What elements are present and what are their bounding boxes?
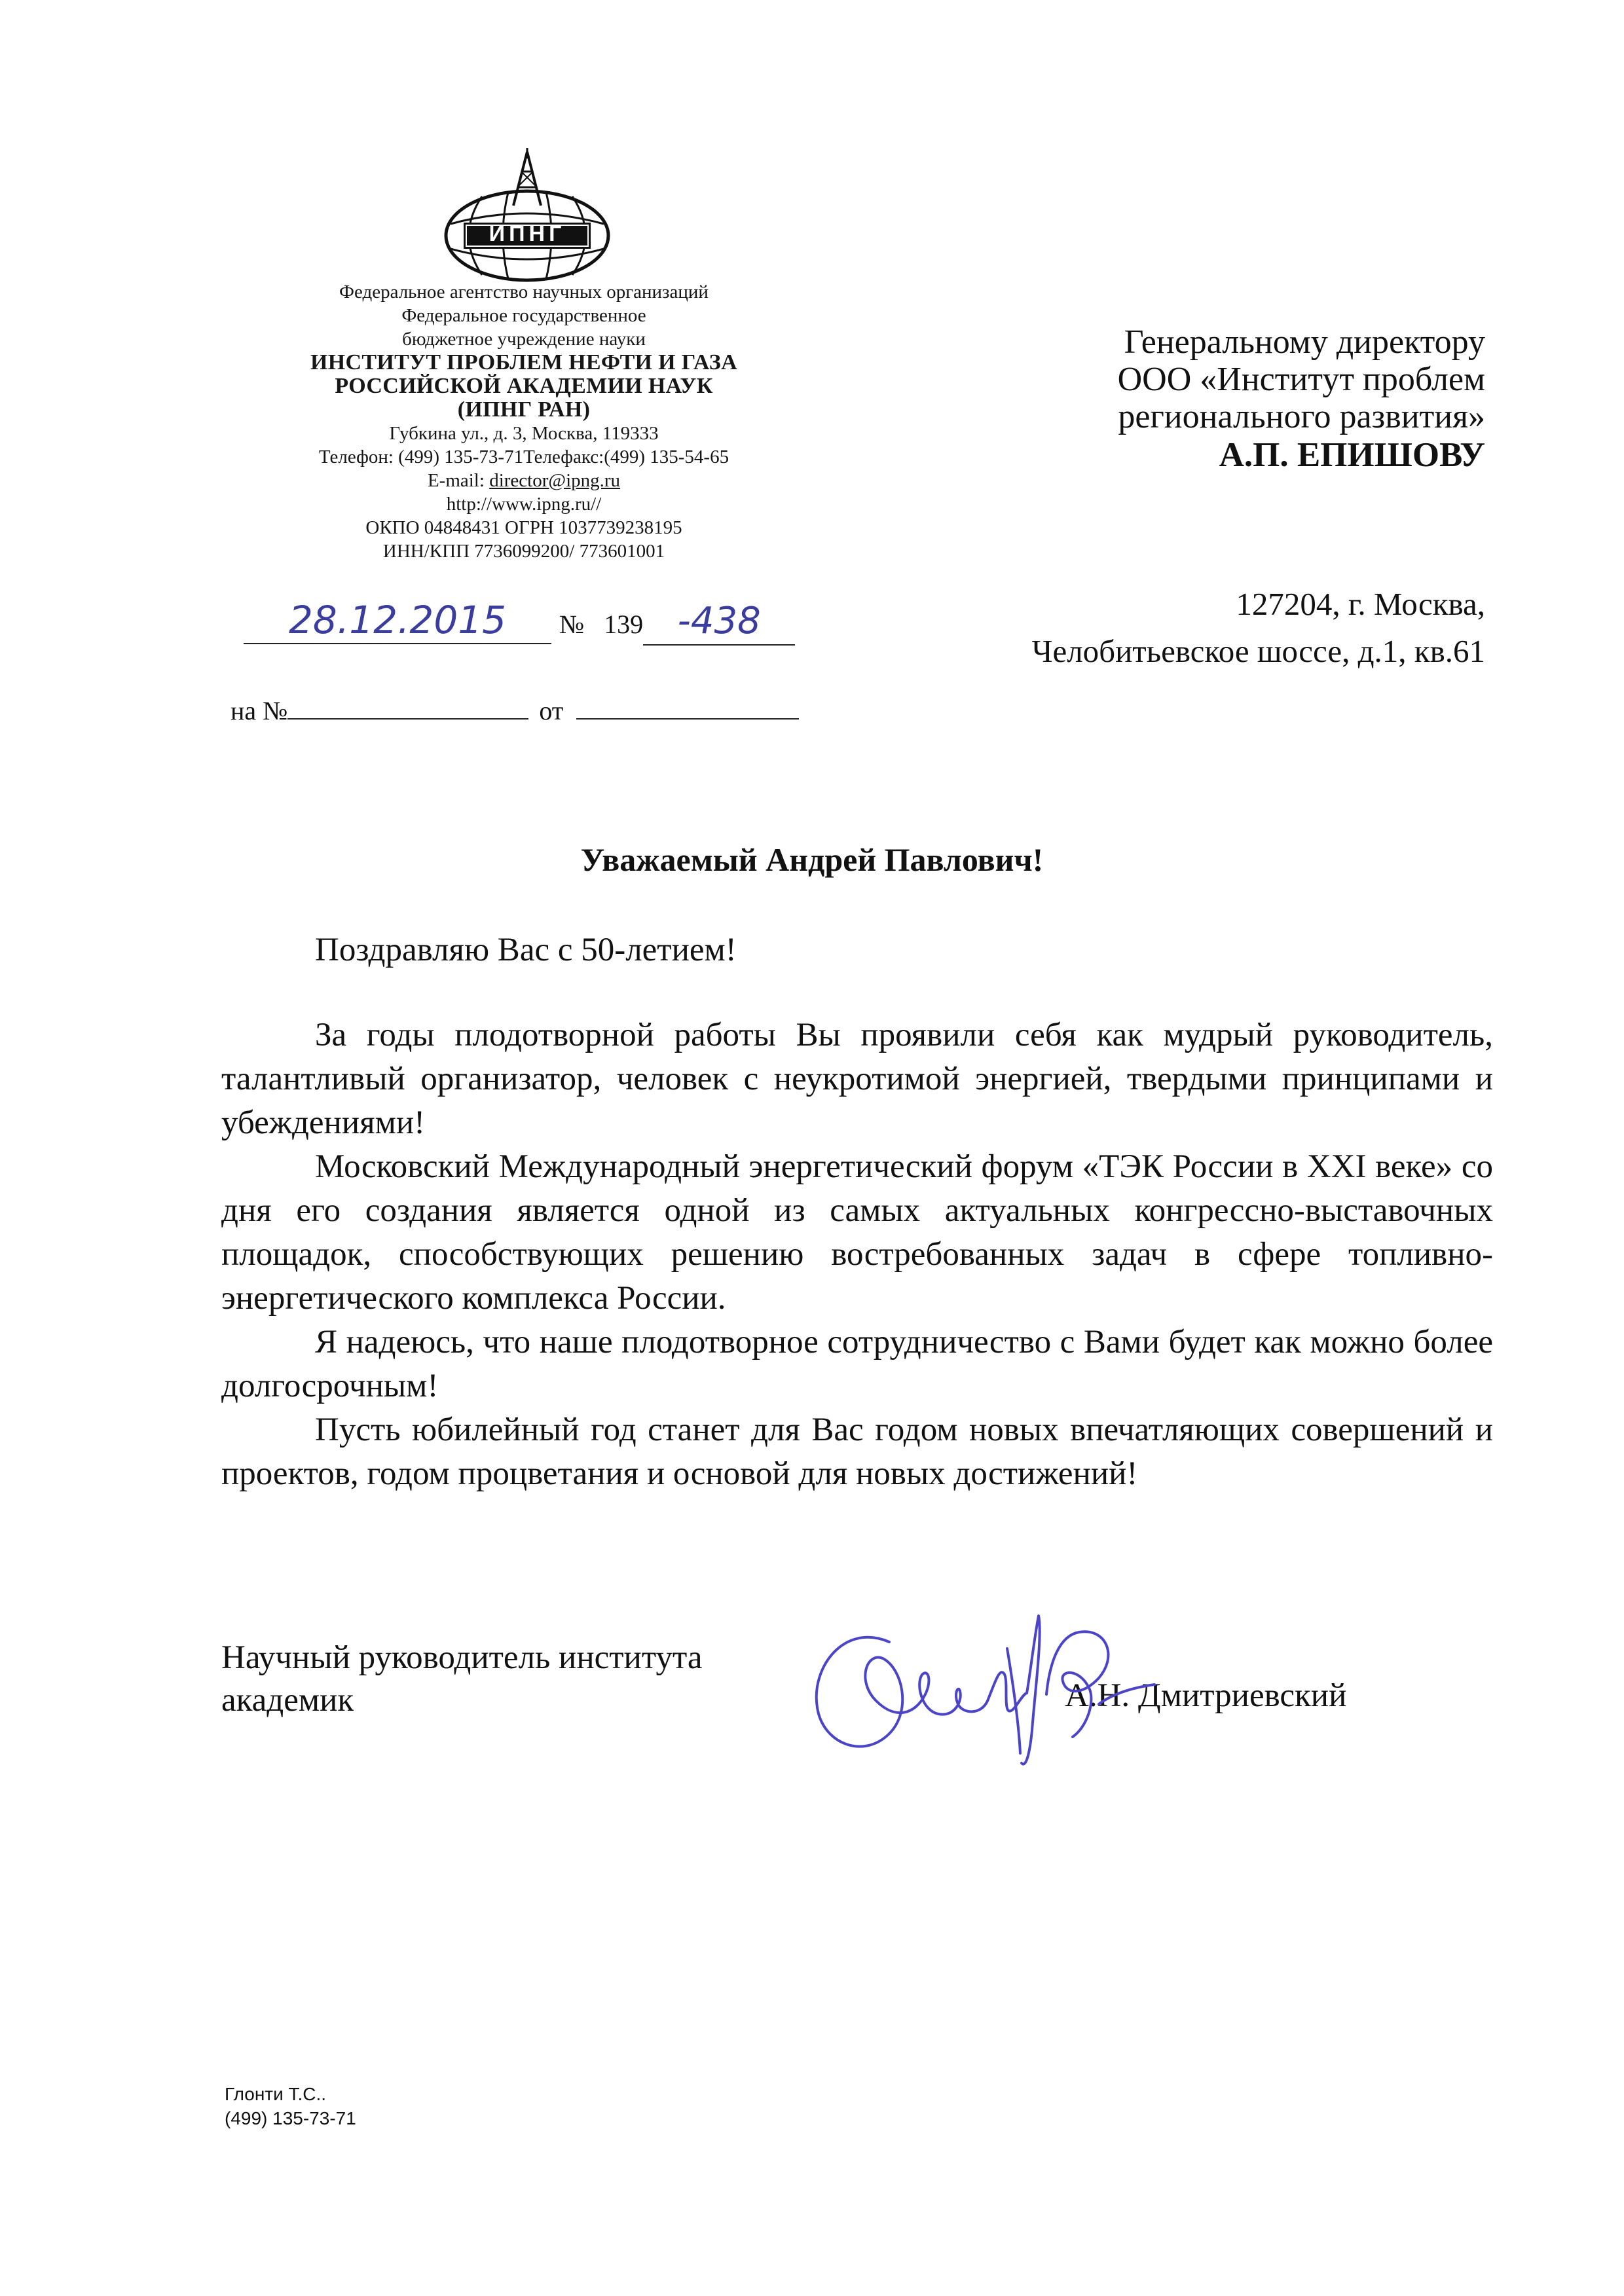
executor-info <box>225 2082 356 2130</box>
logo-text: ИПНГ <box>489 221 566 246</box>
body-paragraph: Поздравляю Вас с 50-летием! <box>315 932 737 968</box>
institute-address: Губкина ул., д. 3, Москва, 119333 <box>389 423 659 444</box>
body-paragraph: Московский Международный энергетический форум «ТЭК России в XXI веке» со дня его создания является одной из самых актуальных конгрессно-выставочных площадок, способствующих решению востребованных задач в сфере топливно-энергетического комплекса России. <box>221 1148 1493 1317</box>
org-type-line: Федеральное государственное <box>401 305 646 326</box>
recipient-line: Генеральному директору <box>1124 323 1485 361</box>
recipient-line: ООО «Институт проблем <box>1117 361 1485 398</box>
signatory-rank: академик <box>221 1682 354 1719</box>
institute-inn: ИНН/КПП 7736099200/ 773601001 <box>382 541 665 562</box>
institute-name: ИНСТИТУТ ПРОБЛЕМ НЕФТИ И ГАЗА <box>310 350 737 374</box>
institute-phone: Телефон: (499) 135-73-71Телефакс:(499) 135-54-65 <box>318 446 729 467</box>
recipient-name: А.П. ЕПИШОВУ <box>1219 436 1485 474</box>
institute-logo-icon <box>443 145 612 283</box>
address-line: Челобитьевское шоссе, д.1, кв.61 <box>1031 633 1485 669</box>
institute-abbr: (ИПНГ РАН) <box>457 397 591 422</box>
recipient-block <box>1118 323 1485 474</box>
email-link[interactable]: director@ipng.ru <box>489 470 621 491</box>
institute-email: E-mail: director@ipng.ru <box>427 470 621 491</box>
ref-number-blank <box>287 692 528 720</box>
letter-body <box>221 1013 1493 1496</box>
ref-date-blank <box>576 692 799 720</box>
institute-okpo: ОКПО 04848431 ОГРН 1037739238195 <box>365 517 682 538</box>
signatory-position: Научный руководитель института <box>221 1639 703 1676</box>
handwritten-date: 28.12.2015 <box>244 597 551 644</box>
address-line: 127204, г. Москва, <box>1236 586 1485 622</box>
salutation: Уважаемый Андрей Павлович! <box>580 841 1044 878</box>
body-paragraph: За годы плодотворной работы Вы проявили себя как мудрый руководитель, талантливый организатор, человек с неукротимой энергией, твердыми принципами и убеждениями! <box>221 1017 1493 1141</box>
institute-website[interactable]: http://www.ipng.ru// <box>446 494 602 515</box>
body-paragraph: Пусть юбилейный год станет для Вас годом новых впечатляющих совершений и проектов, годом процветания и основой для новых достижений! <box>221 1412 1493 1492</box>
ref-number-label: на № <box>231 696 288 725</box>
org-type-line: бюджетное учреждение науки <box>402 329 646 350</box>
number-label: № <box>559 610 585 639</box>
institute-name: РОССИЙСКОЙ АКАДЕМИИ НАУК <box>335 374 713 398</box>
reference-line <box>231 692 799 726</box>
recipient-line: регионального развития» <box>1118 398 1485 435</box>
signatory-title <box>221 1637 703 1722</box>
letterhead <box>249 280 799 563</box>
executor-name: Глонти Т.С.. <box>225 2084 327 2104</box>
number-printed: 139 <box>604 610 644 639</box>
body-paragraph: Я надеюсь, что наше плодотворное сотрудничество с Вами будет как можно более долгосрочным! <box>221 1324 1493 1404</box>
outgoing-registration <box>244 597 795 646</box>
signatory-name: А.Н. Дмитриевский <box>1065 1677 1347 1714</box>
handwritten-number: -438 <box>643 598 795 646</box>
ref-from-label: от <box>539 696 564 725</box>
handwritten-signature-icon <box>791 1596 1158 1793</box>
recipient-address <box>1032 581 1485 675</box>
agency-line: Федеральное агентство научных организаций <box>339 282 709 302</box>
executor-phone: (499) 135-73-71 <box>225 2108 356 2128</box>
congratulation-line <box>221 928 1493 972</box>
